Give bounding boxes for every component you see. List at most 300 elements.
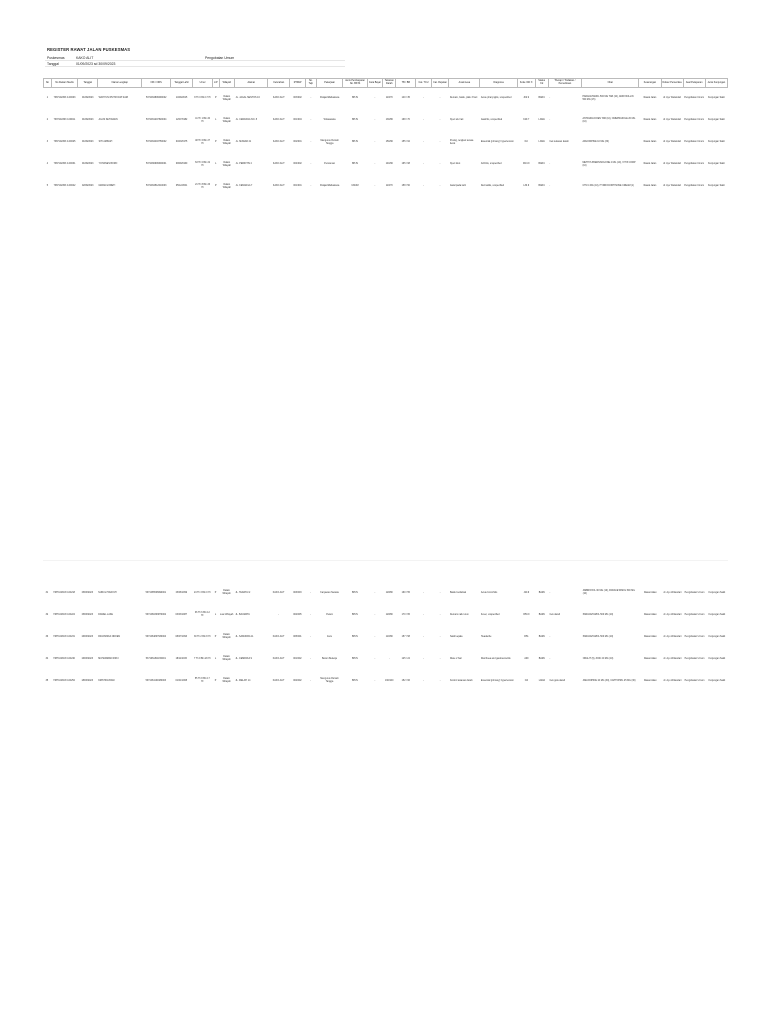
cell-rm: 7387102303 0-00231	[53, 635, 75, 638]
table-row	[43, 582, 728, 604]
cell-obat: ANTASIDA DOEN TAB (10), OMEPRAZOLE 20 MG (10)	[582, 117, 636, 123]
cell-kerja: Petani	[326, 613, 333, 616]
column-header-asal: Asal Pelayanan	[683, 79, 705, 88]
cell-telp: -	[310, 635, 312, 638]
cell-dokter: dr. Ayu Wulandari	[663, 119, 681, 122]
cell-asal: Pengobatan Umum	[684, 657, 705, 660]
cell-therapi: -	[549, 591, 551, 594]
cell-kel: KAKO ALIT	[272, 657, 285, 660]
column-header-icd: Kode ICD X	[517, 79, 535, 88]
cell-tgl: 01/09/2023	[81, 141, 94, 144]
cell-ket: Rawat Jalan	[643, 591, 657, 594]
unit-value: Pengobatan Umum	[205, 56, 235, 60]
cell-wil: Dalam Wilayah	[222, 634, 231, 639]
cell-nik: 5371061207820004	[145, 119, 167, 122]
column-header-nama: Nama Lengkap	[98, 79, 142, 88]
cell-tcu: -	[423, 119, 424, 122]
cell-anam: Gatal pada kulit	[449, 185, 466, 188]
cell-tgl: 01/09/2023	[81, 97, 94, 100]
cell-telp: -	[310, 591, 312, 594]
cell-diag: Fever, unspecified	[480, 613, 500, 616]
cell-jenis: Kunjungan Sakit	[708, 679, 726, 682]
cell-telp: -	[310, 119, 312, 122]
cell-obat: AMBROXOL 30 MG (10), PARACETAMOL 500 MG (10)	[582, 590, 635, 595]
cell-dokter: dr. Ayu Wulandari	[663, 591, 682, 594]
cell-lp: L	[215, 119, 217, 122]
column-header-therapi: Therapi / Tindakan / Pemeriksan	[548, 79, 581, 88]
cell-alamat: JL. SAMUDRA 11	[235, 635, 254, 638]
column-header-kel: Kelurahan	[268, 79, 290, 88]
cell-rujuk: -	[439, 97, 441, 100]
cell-alamat: JL. MAWAR 21	[235, 141, 252, 144]
cell-obat: PARACETAMOL 500 MG (10)	[582, 635, 614, 638]
cell-jenis: Kunjungan Sakit	[707, 97, 725, 100]
cell-kel: KAKO ALIT	[272, 119, 285, 122]
cell-alamat: JL. MELATI 14	[235, 679, 251, 682]
cell-wil: Dalam Wilayah	[222, 139, 231, 145]
cell-tgl: 18/09/2023	[81, 679, 93, 682]
cell-rujuk: -	[439, 679, 441, 682]
cell-diag: Essential (primary) hypertension	[480, 141, 514, 144]
cell-kd: LAMA	[538, 119, 545, 122]
cell-lp: P	[214, 591, 217, 594]
cell-td: -	[388, 657, 390, 660]
cell-telp: -	[310, 163, 312, 166]
cell-anam: Batuk berdahak	[449, 591, 467, 594]
cell-td: 140/90	[385, 163, 393, 166]
cell-bayar: BPJS	[352, 613, 358, 616]
cell-lahir: 05/12/2001	[175, 185, 188, 188]
cell-jenis: Kunjungan Sakit	[708, 613, 726, 616]
cell-ket: Rawat Jalan	[643, 119, 657, 122]
cell-anam: Demam, batuk, pilek 3 hari	[449, 97, 478, 100]
cell-nama: AGUS SETIAWAN	[98, 119, 118, 122]
cell-icd: M13.9	[523, 163, 530, 166]
cell-tcu: -	[423, 679, 424, 682]
cell-alamat: JL. TERATAI 2	[235, 591, 251, 594]
column-header-anam: Anamnesa	[449, 79, 480, 88]
cell-kerja: Karyawan Swasta	[320, 591, 339, 594]
cell-kd: BARU	[538, 613, 546, 616]
register-table-continued	[43, 582, 728, 692]
cell-rt: 002/002	[293, 679, 302, 682]
cell-cara: -	[374, 591, 376, 594]
cell-tgl: 16/09/2023	[81, 635, 93, 638]
cell-tb: 157 / 58	[401, 635, 410, 638]
cell-kel: KAKO ALIT	[272, 591, 285, 594]
cell-icd: I10	[524, 141, 528, 144]
cell-tcu: -	[423, 635, 424, 638]
cell-rm: 7387102303 0-00031	[53, 163, 76, 166]
cell-td: 130/80	[385, 119, 393, 122]
cell-icd: K29.7	[523, 119, 530, 122]
cell-cara: -	[374, 97, 376, 100]
cell-ket: Rawat Jalan	[643, 657, 657, 660]
column-header-cara: Cara Bayar	[367, 79, 382, 88]
tanggal-label: Tanggal	[47, 62, 59, 66]
cell-td: 110/80	[385, 635, 393, 638]
cell-lahir: 08/07/1993	[175, 635, 188, 638]
cell-rm: 7387102303 0-00224	[53, 613, 75, 616]
table-row	[43, 604, 728, 626]
cell-kd: BARU	[538, 163, 545, 166]
cell-kd: BARU	[538, 657, 546, 660]
table-row	[43, 626, 728, 648]
cell-no: 3	[46, 141, 48, 144]
cell-wil: Dalam Wilayah	[222, 678, 231, 683]
cell-asal: Pengobatan Umum	[684, 613, 705, 616]
document-title: REGISTER RAWAT JALAN PUSKESMAS	[47, 47, 131, 52]
cell-wil: Luar Wilayah	[219, 613, 234, 616]
cell-rt: 005/001	[293, 635, 302, 638]
cell-wil: Dalam Wilayah	[222, 183, 231, 189]
cell-therapi: Cek darah	[549, 613, 561, 616]
cell-td: 120/80	[385, 613, 393, 616]
cell-no: 5	[46, 185, 48, 188]
cell-kerja: Pelajar/Mahasiswa	[319, 185, 340, 188]
cell-tcu: -	[423, 141, 424, 144]
cell-asal: Pengobatan Umum	[684, 163, 705, 166]
column-header-lp: L/P	[213, 79, 220, 88]
cell-therapi: -	[549, 635, 551, 638]
cell-diag: Dermatitis, unspecified	[480, 185, 505, 188]
cell-rujuk: -	[439, 635, 441, 638]
cell-dokter: dr. Ayu Wulandari	[663, 97, 681, 100]
cell-rm: 7387102303 0-00240	[53, 657, 75, 660]
cell-bayar: BPJS	[352, 657, 358, 660]
cell-icd: R50.9	[523, 613, 530, 616]
cell-kerja: Pensiunan	[324, 163, 336, 166]
cell-telp: -	[310, 141, 312, 144]
column-header-diag: Diagnosa	[480, 79, 518, 88]
cell-jenis: Kunjungan Sakit	[708, 635, 726, 638]
cell-rt: 003/003	[293, 591, 302, 594]
cell-nik: 5371064806090002	[145, 97, 167, 100]
cell-bayar: BPJS	[352, 635, 358, 638]
cell-icd: J20.9	[523, 591, 530, 594]
cell-tb: 170 / 65	[401, 613, 410, 616]
cell-dokter: dr. Ayu Wulandari	[663, 185, 681, 188]
cell-alamat: JL. JAGAL SENTOS 16	[235, 97, 260, 100]
cell-asal: Pengobatan Umum	[684, 635, 705, 638]
cell-tcu: -	[423, 657, 424, 660]
cell-kerja: Pelajar/Mahasiswa	[319, 97, 340, 100]
cell-cara: -	[374, 635, 376, 638]
cell-ket: Rawat Jalan	[643, 163, 657, 166]
cell-wil: Dalam Wilayah	[222, 117, 231, 123]
cell-rm: 7387102303 0-00003	[53, 97, 76, 100]
cell-anam: Nyeri lutut	[449, 163, 461, 166]
cell-anam: Diare 2 hari	[449, 657, 462, 660]
cell-tcu: -	[423, 185, 424, 188]
cell-kd: LAMA	[538, 141, 545, 144]
column-header-no: No	[44, 79, 52, 88]
cell-nik: 5371061811150001	[145, 657, 166, 660]
cell-tcu: -	[423, 97, 424, 100]
cell-lahir: 14/09/2015	[175, 97, 188, 100]
cell-therapi: -	[549, 185, 551, 188]
cell-umur: 36 Th 6 Bln 12 Hr	[194, 612, 210, 617]
cell-therapi: Cek gula darah	[549, 679, 566, 682]
cell-telp: -	[310, 185, 312, 188]
cell-rm: 7387102303 0-00252	[53, 679, 75, 682]
cell-tcu: -	[423, 163, 424, 166]
column-header-tb: TB / BB	[396, 79, 416, 88]
cell-bayar: UMUM	[351, 185, 359, 188]
cell-tcu: -	[423, 613, 424, 616]
cell-cara: -	[374, 613, 376, 616]
cell-asal: Pengobatan Umum	[684, 97, 705, 100]
cell-kel: -	[278, 613, 279, 616]
column-header-rt: RT/RW	[290, 79, 305, 88]
cell-lahir: 01/01/1968	[175, 679, 188, 682]
cell-dokter: dr. Ayu Wulandari	[663, 679, 682, 682]
cell-td: 160/100	[385, 679, 394, 682]
cell-dokter: dr. Ayu Wulandari	[663, 613, 682, 616]
cell-nik: 5371064101680003	[145, 679, 167, 682]
header-rule	[45, 66, 345, 67]
cell-umur: 48 Th 6 Bln 27 Hr	[195, 139, 211, 145]
cell-umur: 30 Th 2 Bln 8 Hr	[193, 635, 211, 638]
cell-icd: R51	[524, 635, 529, 638]
cell-nik: 5371064807930004	[145, 635, 167, 638]
cell-nama: DANIEL LAKE	[98, 613, 113, 616]
cell-tgl: 01/09/2023	[81, 119, 94, 122]
column-header-kerja: Pekerjaan	[316, 79, 343, 88]
tanggal-value: 01/09/2023 sd 30/09/2023	[75, 62, 116, 66]
cell-cara: -	[374, 657, 376, 660]
cell-td: 150/90	[385, 141, 393, 144]
column-header-rujuk: Cat. Rujukan	[431, 79, 449, 88]
cell-nama: SITI AMINAH	[98, 141, 113, 144]
cell-lp: P	[214, 635, 217, 638]
cell-tb: 155 / 62	[401, 141, 410, 144]
cell-therapi: -	[549, 119, 551, 122]
cell-jenis: Kunjungan Sakit	[708, 657, 726, 660]
column-header-jenis: Jenis Kunjungan	[705, 79, 727, 88]
cell-no: 35	[45, 679, 49, 682]
cell-nama: MUHAMMAD RIZKI	[98, 657, 119, 660]
cell-ket: Rawat Jalan	[643, 613, 657, 616]
cell-umur: 63 Th 0 Bln 22 Hr	[195, 161, 211, 167]
cell-obat: AMLODIPINE 10 MG (30), CAPTOPRIL 25 MG (30)	[582, 679, 636, 682]
cell-telp: -	[310, 657, 312, 660]
cell-kel: KAKO ALIT	[272, 141, 285, 144]
cell-kel: KAKO ALIT	[272, 679, 285, 682]
cell-umur: 8 Th 0 Bln 17 Hr	[194, 97, 211, 100]
cell-telp: -	[310, 97, 312, 100]
cell-lp: L	[214, 657, 217, 660]
cell-asal: Pengobatan Umum	[684, 591, 705, 594]
cell-rt: 004/002	[293, 163, 302, 166]
cell-ket: Rawat Jalan	[643, 141, 657, 144]
cell-anam: Demam naik turun	[449, 613, 469, 616]
cell-dokter: dr. Ayu Wulandari	[663, 163, 681, 166]
cell-jenis: Kunjungan Sakit	[707, 141, 725, 144]
column-header-wil: Wilayah	[219, 79, 234, 88]
cell-nik: 5371064403750002	[145, 141, 167, 144]
cell-tb: 140 / 35	[401, 97, 410, 100]
cell-tgl: 01/09/2023	[81, 163, 94, 166]
cell-icd: A09	[524, 657, 529, 660]
cell-nama: YOHANES BORO	[98, 163, 118, 166]
cell-tb: 125 / 24	[401, 657, 410, 660]
cell-td: 110/70	[385, 185, 393, 188]
cell-lp: P	[214, 679, 217, 682]
cell-td: 120/80	[385, 591, 393, 594]
cell-umur: 24 Th 3 Bln 0 Hr	[193, 591, 211, 594]
cell-alamat: JL. CEMPAKA 9	[235, 657, 252, 660]
cell-no: 31	[45, 591, 49, 594]
cell-wil: Dalam Wilayah	[222, 590, 231, 595]
table-row	[44, 154, 728, 176]
cell-rm: 7387102303 0-00025	[53, 141, 76, 144]
cell-cara: -	[374, 119, 376, 122]
cell-kel: KAKO ALIT	[272, 635, 285, 638]
cell-obat: AMLODIPINE 10 MG (30)	[582, 141, 609, 144]
cell-nama: NURUL HIDAYAH	[98, 591, 117, 594]
column-header-kd: Status Kd	[535, 79, 548, 88]
cell-tb: 165 / 68	[401, 163, 410, 166]
cell-rm: 7387102303 0-00218	[53, 591, 75, 594]
cell-telp: -	[310, 679, 312, 682]
cell-no: 1	[46, 97, 48, 100]
cell-rt: 002/001	[293, 141, 302, 144]
cell-ket: Rawat Jalan	[643, 679, 657, 682]
cell-lahir: 15/06/1999	[175, 591, 188, 594]
cell-kel: KAKO ALIT	[272, 163, 285, 166]
cell-wil: Dalam Wilayah	[222, 656, 231, 661]
cell-ket: Rawat Jalan	[643, 635, 657, 638]
cell-wil: Dalam Wilayah	[222, 161, 231, 167]
cell-lp: L	[214, 613, 217, 616]
puskesmas-label: Puskesmas	[47, 56, 65, 60]
cell-kerja: Guru	[326, 635, 333, 638]
cell-kd: BARU	[538, 635, 546, 638]
cell-rm: 7387102303 0-00042	[53, 185, 76, 188]
cell-anam: Sakit kepala	[449, 635, 463, 638]
cell-lahir: 04/03/1975	[175, 141, 188, 144]
cell-obat: CTM 4 MG (10), HYDROCORTISONE CREAM (1)	[582, 185, 634, 188]
cell-umur: 41 Th 1 Bln 20 Hr	[195, 117, 211, 123]
column-header-rm: No Rekam Medis	[51, 79, 78, 88]
cell-kd: BARU	[538, 97, 545, 100]
cell-diag: Headache	[480, 635, 492, 638]
cell-no: 34	[45, 657, 49, 660]
cell-jenis: Kunjungan Sakit	[707, 163, 725, 166]
cell-obat: PARACETAMOL 500 MG TAB (10), AMOXICILLIN 500 MG (15)	[582, 95, 634, 101]
cell-nik: 5371060909600001	[145, 163, 167, 166]
cell-kerja: Mengurus Rumah Tangga	[320, 678, 339, 683]
cell-ket: Rawat Jalan	[643, 97, 657, 100]
cell-alamat: JL. KENANGA 7	[235, 185, 253, 188]
cell-lahir: 18/11/2015	[175, 657, 187, 660]
cell-no: 32	[45, 613, 49, 616]
table-row	[43, 648, 728, 670]
cell-anam: Pusing, tengkuk terasa berat	[449, 139, 474, 145]
column-header-umur: Umur	[193, 79, 213, 88]
cell-obat: PARACETAMOL 500 MG (10)	[582, 613, 614, 616]
cell-kel: KAKO ALIT	[272, 185, 285, 188]
cell-tb: 160 / 55	[401, 591, 410, 594]
cell-umur: 7 Th 9 Bln 29 Hr	[193, 657, 211, 660]
cell-bayar: BPJS	[352, 97, 358, 100]
cell-kel: KAKO ALIT	[272, 97, 285, 100]
cell-diag: Arthritis, unspecified	[480, 163, 502, 166]
column-header-alamat: Alamat	[235, 79, 268, 88]
cell-td: 110/70	[385, 97, 393, 100]
cell-jenis: Kunjungan Sakit	[707, 185, 725, 188]
column-header-obat: Obat	[581, 79, 638, 88]
cell-icd: L30.9	[523, 185, 530, 188]
cell-anam: Nyeri ulu hati	[449, 119, 464, 122]
cell-alamat: JL. CENDANA NO. 8	[235, 119, 258, 122]
cell-alamat: JL. BAUMATA	[235, 613, 250, 616]
cell-rujuk: -	[439, 163, 441, 166]
cell-lp: P	[215, 97, 217, 100]
register-table	[43, 78, 728, 198]
cell-dokter: dr. Ayu Wulandari	[663, 635, 682, 638]
cell-kd: BARU	[538, 591, 546, 594]
cell-therapi: -	[549, 163, 551, 166]
cell-tb: 168 / 70	[401, 119, 410, 122]
cell-tgl: 16/09/2023	[81, 657, 93, 660]
cell-kd: BARU	[538, 185, 545, 188]
table-row	[44, 110, 728, 132]
cell-nama: WAHYUNI PUTRI DWI SARI	[98, 97, 129, 100]
cell-therapi: Cek tekanan darah	[549, 141, 569, 144]
cell-bayar: BPJS	[352, 141, 358, 144]
cell-jenis: Kunjungan Sakit	[707, 119, 725, 122]
cell-cara: -	[374, 141, 376, 144]
column-header-bayar: Jenis Pembayaran No. BPJS	[343, 79, 367, 88]
cell-nik: 5371060303870002	[145, 613, 167, 616]
cell-umur: 55 Th 8 Bln 17 Hr	[194, 678, 210, 683]
cell-kerja: Wiraswasta	[323, 119, 336, 122]
column-header-lahir: Tanggal Lahir	[171, 79, 193, 88]
cell-wil: Dalam Wilayah	[222, 95, 231, 101]
cell-rt: 001/004	[293, 119, 302, 122]
cell-lp: P	[215, 185, 217, 188]
cell-rujuk: -	[439, 591, 441, 594]
puskesmas-value: KAKO ALIT	[75, 56, 94, 60]
cell-rujuk: -	[439, 657, 441, 660]
cell-rujuk: -	[439, 119, 441, 122]
column-header-ket: Keterangan	[639, 79, 661, 88]
column-header-dokter: Dokter Pemeriksa	[661, 79, 683, 88]
table-row	[43, 670, 728, 692]
cell-bayar: BPJS	[352, 163, 358, 166]
cell-therapi: -	[549, 97, 551, 100]
cell-therapi: -	[549, 657, 551, 660]
column-header-tgl: Tanggal	[78, 79, 98, 88]
cell-kd: LAMA	[538, 679, 546, 682]
section-divider	[43, 560, 728, 561]
header-rule	[45, 60, 345, 61]
cell-rt: 002/005	[293, 613, 302, 616]
cell-asal: Pengobatan Umum	[684, 119, 705, 122]
cell-nik: 5371064512010003	[145, 185, 167, 188]
cell-bayar: BPJS	[352, 119, 358, 122]
cell-rt: 003/002	[293, 97, 302, 100]
cell-nama: KRISTINA BANI	[98, 679, 115, 682]
cell-lp: P	[215, 141, 217, 144]
cell-rujuk: -	[439, 141, 441, 144]
cell-cara: -	[374, 163, 376, 166]
cell-nik: 5371065506990001	[145, 591, 167, 594]
cell-ket: Rawat Jalan	[643, 185, 657, 188]
cell-tb: 152 / 66	[401, 679, 410, 682]
